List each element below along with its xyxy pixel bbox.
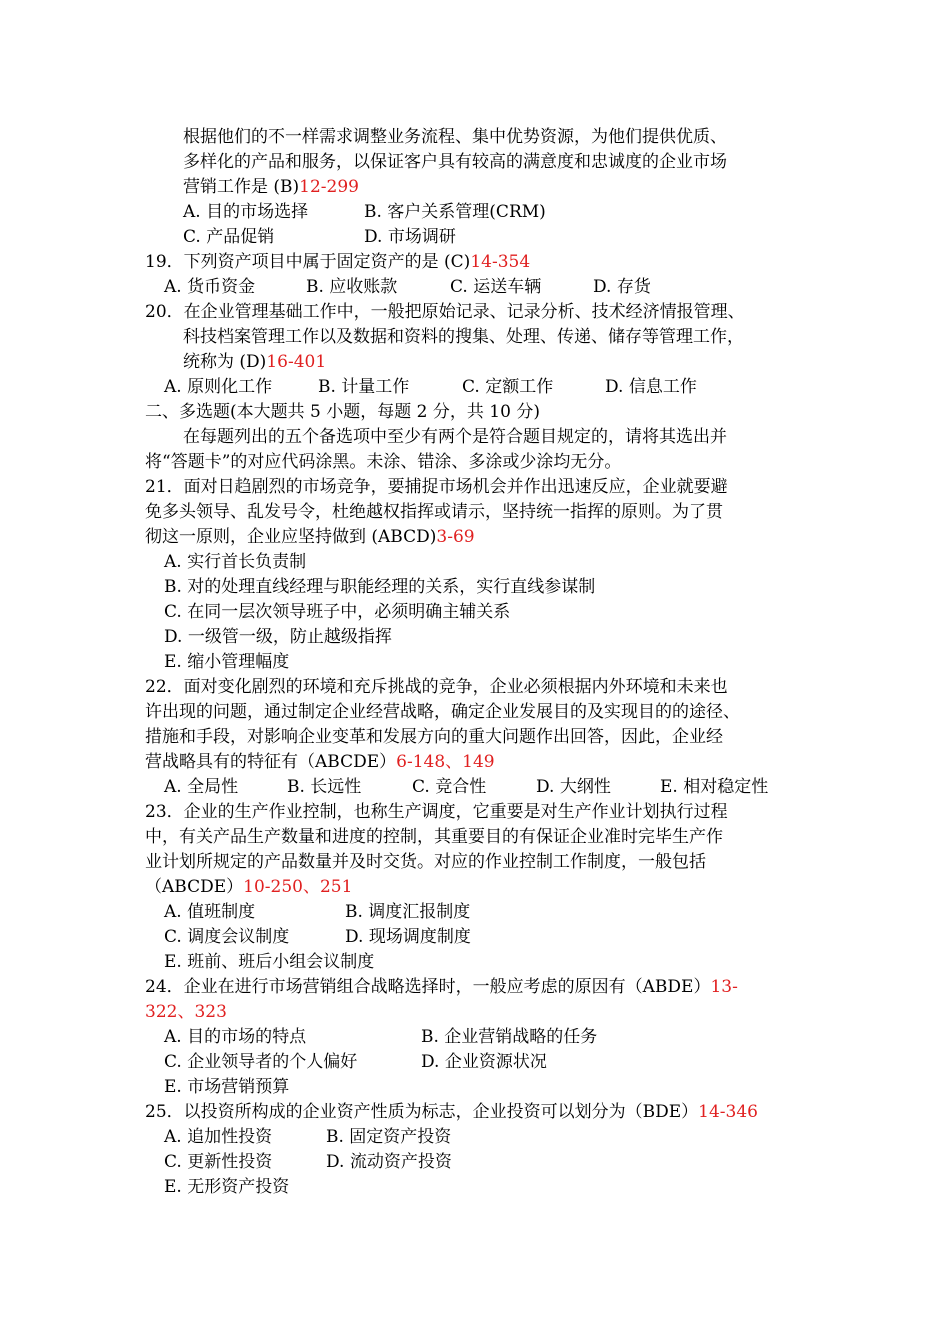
q21-line-3 (145, 525, 475, 549)
q19-option-b: B. 应收账款 (306, 277, 398, 297)
q22-line-4-text: 营战略具有的特征有（ABCDE） (145, 752, 397, 772)
q23-line-1: 23．企业的生产作业控制，也称生产调度，它重要是对生产作业计划执行过程 (145, 802, 728, 822)
q18-option-a: A. 目的市场选择 (183, 202, 309, 222)
q19-page-ref: 14-354 (470, 252, 531, 272)
q24-question-text: 24．企业在进行市场营销组合战略选择时，一般应考虑的原因有（ABDE） (145, 977, 711, 997)
q25-question (145, 1100, 758, 1124)
q21-line-2: 免多头领导、乱发号令，杜绝越权指挥或请示，坚持统一指挥的原则。为了贯 (145, 502, 723, 522)
q23-option-e: E. 班前、班后小组会议制度 (164, 952, 375, 972)
q23-option-d: D. 现场调度制度 (345, 927, 471, 947)
q23-option-a: A. 值班制度 (164, 902, 256, 922)
q25-option-a: A. 追加性投资 (164, 1127, 273, 1147)
q22-line-2: 许出现的问题，通过制定企业经营战略，确定企业发展目的及实现目的的途径、 (145, 702, 740, 722)
q24-line-1 (145, 975, 738, 999)
q20-line-3-text: 统称为 (D) (183, 352, 267, 372)
q23-line-4-text: （ABCDE） (145, 877, 244, 897)
q18-option-c: C. 产品促销 (183, 227, 275, 247)
q21-line-1: 21．面对日趋剧烈的市场竞争，要捕捉市场机会并作出迅速反应，企业就要避 (145, 477, 728, 497)
q20-option-d: D. 信息工作 (605, 377, 697, 397)
q18-line-1: 根据他们的不一样需求调整业务流程、集中优势资源，为他们提供优质、 (183, 127, 727, 147)
q20-page-ref: 16-401 (266, 352, 327, 372)
q23-line-2: 中，有关产品生产数量和进度的控制，其重要目的有保证企业准时完毕生产作 (145, 827, 723, 847)
q18-page-ref: 12-299 (299, 177, 359, 197)
q22-option-a: A. 全局性 (164, 777, 239, 797)
q23-page-ref: 10-250、251 (243, 877, 353, 897)
q21-option-c: C. 在同一层次领导班子中，必须明确主辅关系 (164, 602, 511, 622)
q18-line-2: 多样化的产品和服务，以保证客户具有较高的满意度和忠诚度的企业市场 (183, 152, 727, 172)
q18-option-d: D. 市场调研 (364, 227, 456, 247)
section-2-title: 二、多选题(本大题共 5 小题，每题 2 分，共 10 分) (145, 402, 540, 422)
q23-option-c: C. 调度会议制度 (164, 927, 290, 947)
q21-option-b: B. 对的处理直线经理与职能经理的关系，实行直线参谋制 (164, 577, 596, 597)
q25-option-e: E. 无形资产投资 (164, 1177, 290, 1197)
q22-line-1: 22．面对变化剧烈的环境和充斥挑战的竞争，企业必须根据内外环境和未来也 (145, 677, 728, 697)
q20-line-2: 科技档案管理工作以及数据和资料的搜集、处理、传递、储存等管理工作， (183, 327, 744, 347)
q24-option-a: A. 目的市场的特点 (164, 1027, 307, 1047)
q22-option-b: B. 长远性 (287, 777, 362, 797)
q22-line-4 (145, 750, 495, 774)
q19-question (145, 250, 530, 274)
q25-option-c: C. 更新性投资 (164, 1152, 273, 1172)
q25-page-ref: 14-346 (698, 1102, 758, 1122)
q19-question-text: 19．下列资产项目中属于固定资产的是 (C) (145, 252, 471, 272)
q20-option-b: B. 计量工作 (318, 377, 410, 397)
q23-line-3: 业计划所规定的产品数量并及时交货。对应的作业控制工作制度，一般包括 (145, 852, 706, 872)
q21-option-d: D. 一级管一级，防止越级指挥 (164, 627, 392, 647)
q19-option-a: A. 货币资金 (164, 277, 256, 297)
q23-line-4 (145, 875, 352, 899)
q24-option-c: C. 企业领导者的个人偏好 (164, 1052, 358, 1072)
q24-option-b: B. 企业营销战略的任务 (421, 1027, 598, 1047)
q18-option-b: B. 客户关系管理(CRM) (364, 202, 546, 222)
q22-page-ref: 6-148、149 (396, 752, 495, 772)
q18-line-3 (183, 175, 359, 199)
q21-line-3-text: 彻这一原则，企业应坚持做到 (ABCD) (145, 527, 437, 547)
q24-option-d: D. 企业资源状况 (421, 1052, 547, 1072)
q22-option-d: D. 大纲性 (536, 777, 611, 797)
q21-option-e: E. 缩小管理幅度 (164, 652, 290, 672)
q25-option-b: B. 固定资产投资 (326, 1127, 452, 1147)
q21-page-ref: 3-69 (436, 527, 475, 547)
section-2-instructions-1: 在每题列出的五个备选项中至少有两个是符合题目规定的，请将其选出并 (183, 427, 727, 447)
q22-option-e: E. 相对稳定性 (660, 777, 769, 797)
q20-option-c: C. 定额工作 (462, 377, 554, 397)
q25-option-d: D. 流动资产投资 (326, 1152, 452, 1172)
q23-option-b: B. 调度汇报制度 (345, 902, 471, 922)
q22-option-c: C. 竞合性 (412, 777, 487, 797)
q20-line-1: 20．在企业管理基础工作中，一般把原始记录、记录分析、技术经济情报管理、 (145, 302, 745, 322)
q24-page-ref-part-1: 13- (710, 977, 738, 997)
q24-page-ref-part-2: 322、323 (145, 1002, 227, 1022)
q22-line-3: 措施和手段，对影响企业变革和发展方向的重大问题作出回答，因此，企业经 (145, 727, 723, 747)
q20-option-a: A. 原则化工作 (164, 377, 273, 397)
section-2-instructions-2: 将“答题卡”的对应代码涂黑。未涂、错涂、多涂或少涂均无分。 (145, 452, 622, 472)
q25-question-text: 25．以投资所构成的企业资产性质为标志，企业投资可以划分为（BDE） (145, 1102, 699, 1122)
q18-line-3-text: 营销工作是 (B) (183, 177, 300, 197)
q19-option-d: D. 存货 (593, 277, 651, 297)
q20-line-3 (183, 350, 326, 374)
q21-option-a: A. 实行首长负责制 (164, 552, 307, 572)
q19-option-c: C. 运送车辆 (450, 277, 542, 297)
q24-option-e: E. 市场营销预算 (164, 1077, 290, 1097)
